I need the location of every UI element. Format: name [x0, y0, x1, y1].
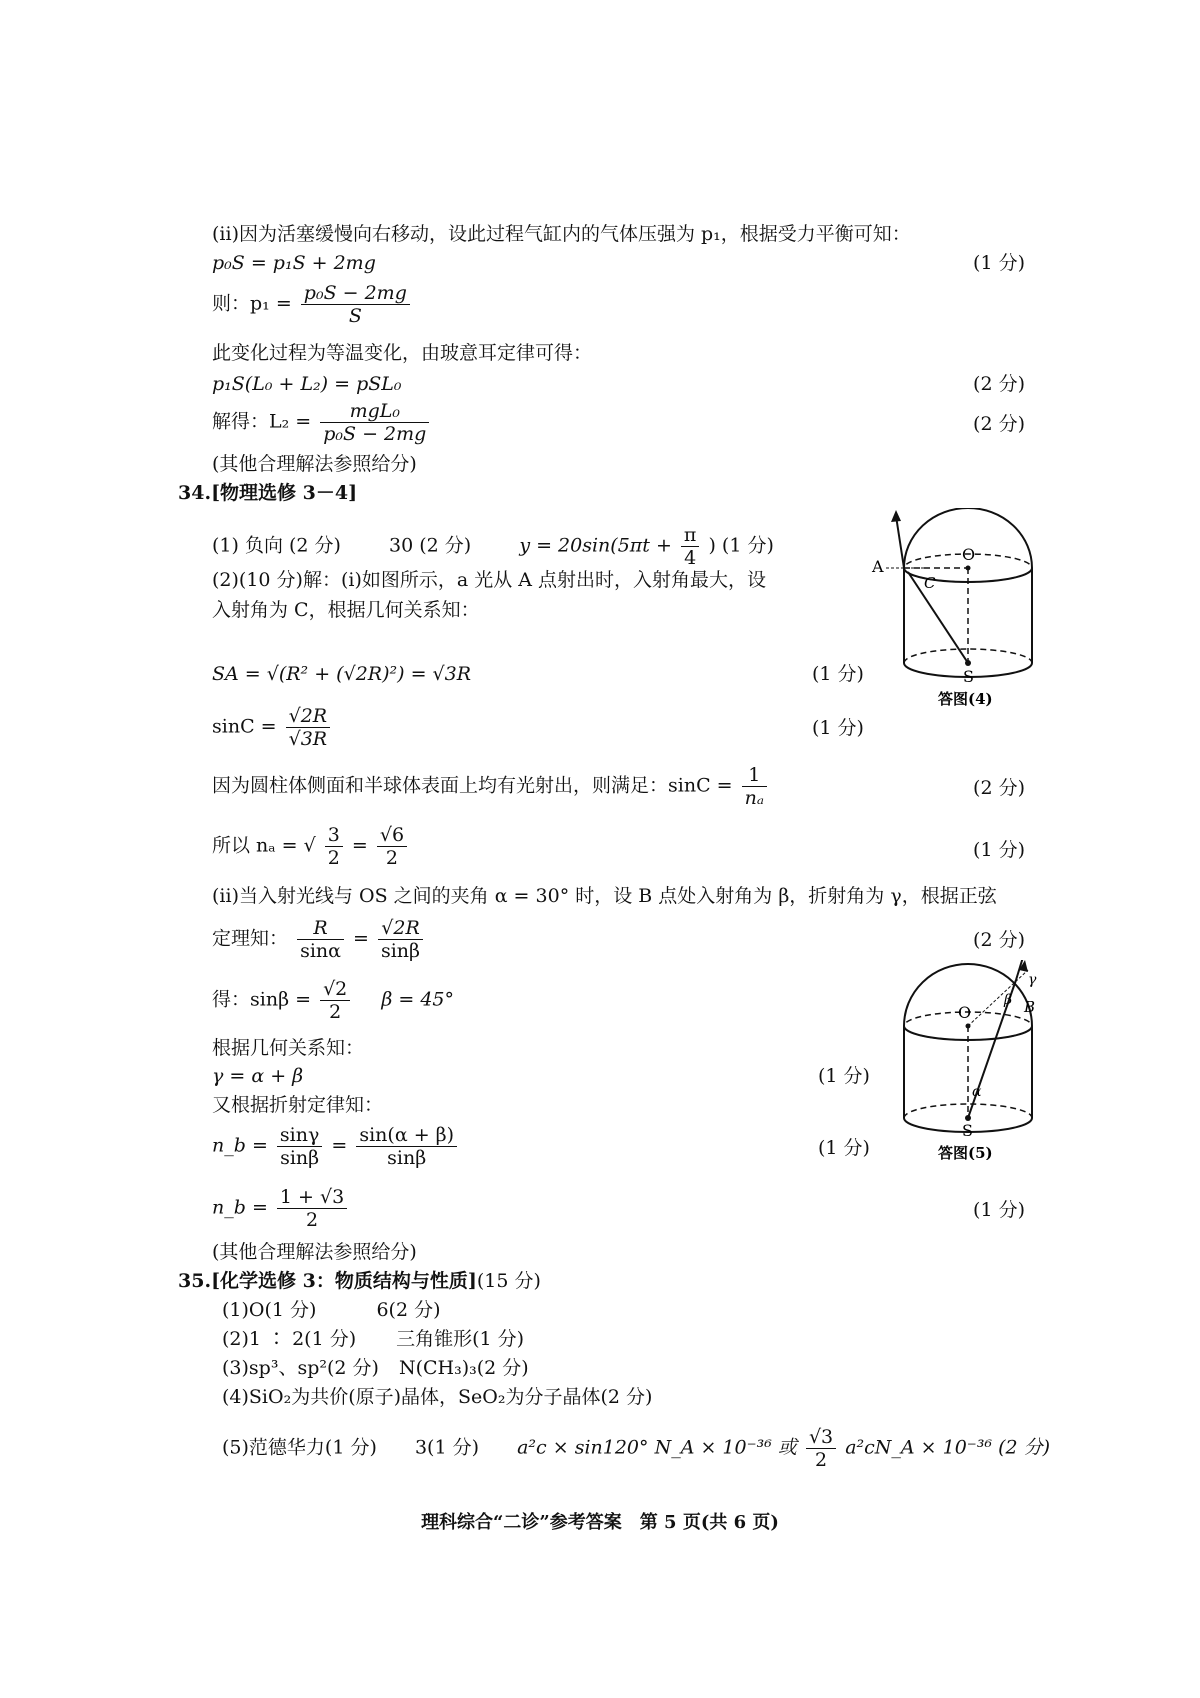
fig5-label-S: S	[962, 1121, 973, 1140]
fig5-label-beta: β	[1004, 992, 1013, 1008]
gas-eq1: p₀S = p₁S + 2mg	[212, 252, 376, 274]
sine-score: (2 分)	[973, 929, 1025, 951]
gas-intro: (ii)因为活塞缓慢向右移动，设此过程气缸内的气体压强为 p₁，根据受力平衡可知：	[212, 223, 911, 245]
nb2-equation: n_b = $\frac{1 + √3}{2}$	[212, 1186, 350, 1231]
fig4-label-S: S	[963, 667, 974, 686]
q35-answer-5: (5)范德华力(1 分) 3(1 分) a²c × sin120° N_A × 10⁻³⁶ 或 $\frac{√3}{2}$ a²cN_A × 10⁻³⁶ (2 分)	[222, 1426, 1051, 1471]
gamma-equation: γ = α + β	[212, 1065, 304, 1087]
fig5-label-O: O	[958, 1003, 972, 1022]
q35-heading: 35.[化学选修 3：物质结构与性质](15 分)	[178, 1270, 541, 1292]
condition-score: (2 分)	[973, 777, 1025, 799]
fig5-label-alpha: α	[972, 1084, 982, 1100]
sinc-equation: sinC = $\frac{√2R}{√3R}$	[212, 705, 333, 750]
sa-equation: SA = √(R² + (√2R)²) = √3R	[212, 663, 472, 685]
fig4-caption: 答图(4)	[938, 690, 993, 708]
q35-answer-2: (2)1 ∶ 2(1 分) 三角锥形(1 分)	[222, 1328, 525, 1350]
q34-part1: (1) 负向 (2 分) 30 (2 分) y = 20sin(5πt + $\frac{\pi}{4}$ ) (1 分)	[212, 524, 774, 569]
q34-part2-line1: (2)(10 分)解：(i)如图所示，a 光从 A 点射出时，入射角最大，设	[212, 569, 767, 591]
geo-text: 根据几何关系知：	[212, 1037, 365, 1059]
q35-answer-4: (4)SiO₂为共价(原子)晶体，SeO₂为分子晶体(2 分)	[222, 1386, 653, 1408]
refraction-text: 又根据折射定律知：	[212, 1094, 384, 1116]
L2-fraction: $\frac{\text{mgL₀}}{\text{p₀S − 2mg}}$	[320, 400, 429, 445]
gas-L2-expr: 解得：L₂ = $\frac{\text{mgL₀}}{\text{p₀S − 2mg}}$	[212, 400, 432, 445]
sinc-score: (1 分)	[812, 717, 864, 739]
q34-other-note: (其他合理解法参照给分)	[212, 1241, 417, 1263]
q34-ii-line1: (ii)当入射光线与 OS 之间的夹角 α = 30° 时，设 B 点处入射角为 β，折射角为 γ，根据正弦	[212, 885, 997, 907]
fig5-caption: 答图(5)	[938, 1144, 993, 1160]
fig4-label-A: A	[872, 557, 884, 576]
beta-equation: 得：sinβ = $\frac{√2}{2}$ β = 45°	[212, 978, 455, 1023]
gas-other-note: (其他合理解法参照给分)	[212, 453, 417, 475]
page-footer: 理科综合“二诊”参考答案 第 5 页(共 6 页)	[421, 1512, 779, 1533]
sine-theorem: 定理知： $\frac{R}{\sin\alpha}$ = $\frac{√2R}{\sin\beta}$	[212, 917, 426, 962]
nb-score: (1 分)	[818, 1137, 870, 1159]
gas-eq1-score: (1 分)	[973, 252, 1025, 274]
gamma-score: (1 分)	[818, 1065, 870, 1087]
fig5-label-gamma: γ	[1028, 972, 1037, 988]
condition-equation: 因为圆柱体侧面和半球体表面上均有光射出，则满足：sinC = $\frac{1}{\text{nₐ}}$	[212, 764, 770, 809]
sa-score: (1 分)	[812, 663, 864, 685]
gas-iso-text: 此变化过程为等温变化，由玻意耳定律可得：	[212, 342, 593, 364]
nb2-score: (1 分)	[973, 1199, 1025, 1221]
figure-5	[868, 960, 1038, 1165]
gas-eq2: p₁S(L₀ + L₂) = pSL₀	[212, 373, 402, 395]
nb-equation: n_b = $\frac{\sin\gamma}{\sin\beta}$ = $\frac{\sin(\alpha + \beta)}{\sin\beta}$	[212, 1124, 460, 1169]
q35-answer-1: (1)O(1 分) 6(2 分)	[222, 1299, 441, 1321]
na-equation: 所以 nₐ = √ $\frac{3}{2}$ = $\frac{√6}{2}$	[212, 824, 410, 869]
p1-fraction: $\frac{\text{p₀S − 2mg}}{S}$	[301, 282, 410, 327]
fig4-label-O: O	[962, 545, 976, 564]
q34-part2-line2: 入射角为 C，根据几何关系知：	[212, 599, 480, 621]
na-score: (1 分)	[973, 839, 1025, 861]
fig4-label-C: C	[924, 574, 936, 592]
fig5-label-B: B	[1024, 998, 1036, 1016]
q35-answer-3: (3)sp³、sp²(2 分) N(CH₃)₃(2 分)	[222, 1357, 529, 1379]
gas-p1-expr: 则：p₁ = $\frac{\text{p₀S − 2mg}}{S}$	[212, 282, 413, 327]
gas-solve-score: (2 分)	[973, 413, 1025, 435]
figure-4	[868, 508, 1038, 713]
q34-heading: 34.[物理选修 3－4]	[178, 482, 358, 504]
gas-eq2-score: (2 分)	[973, 373, 1025, 395]
